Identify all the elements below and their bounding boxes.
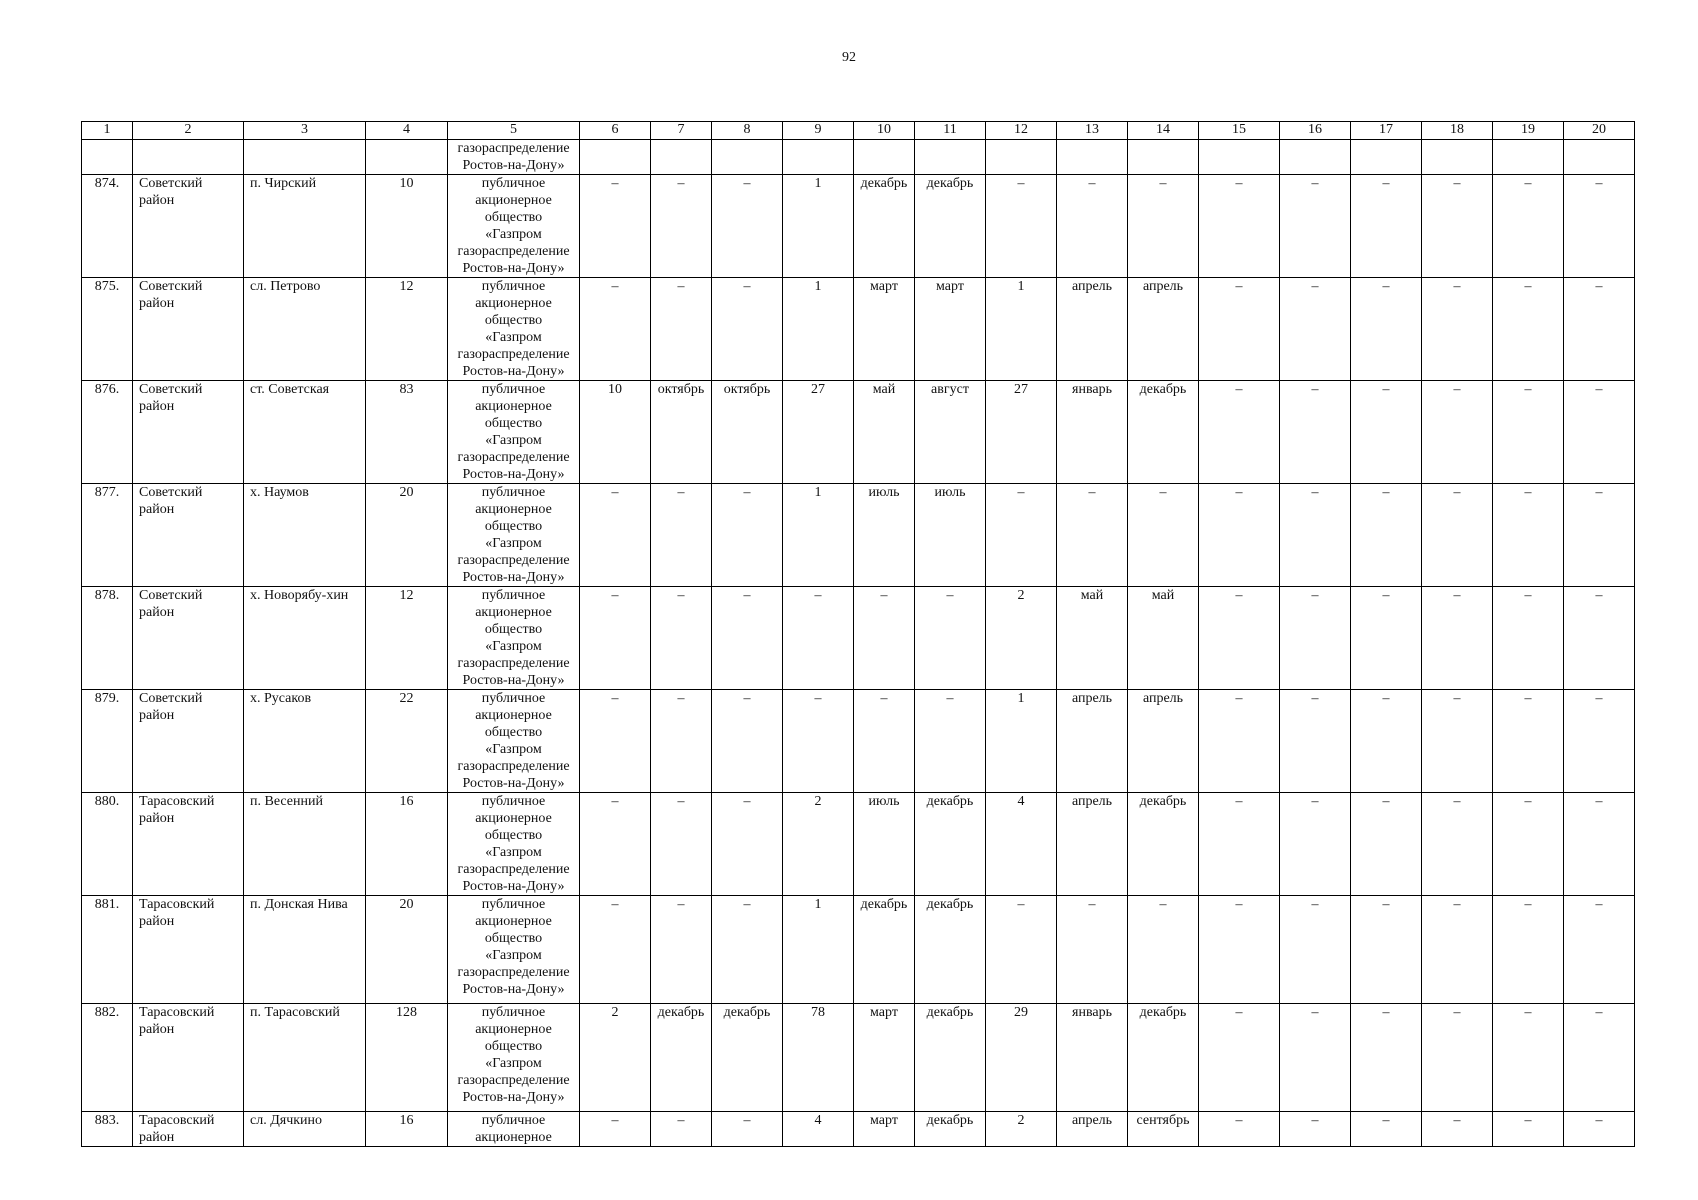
value-cell: –	[1564, 793, 1635, 896]
value-cell: –	[783, 690, 854, 793]
place-cell: сл. Дячкино	[244, 1112, 366, 1147]
value-cell: –	[1199, 484, 1280, 587]
place-cell: х. Наумов	[244, 484, 366, 587]
column-header: 3	[244, 122, 366, 140]
table-row	[82, 1004, 1635, 1112]
cell	[366, 140, 448, 175]
district-cell: Советский район	[133, 587, 244, 690]
count-cell: 12	[366, 587, 448, 690]
value-cell: –	[915, 587, 986, 690]
district-cell: Советский район	[133, 690, 244, 793]
value-cell: 1	[783, 484, 854, 587]
cell	[1057, 140, 1128, 175]
value-cell: –	[854, 690, 915, 793]
value-cell: –	[1199, 1112, 1280, 1147]
value-cell: –	[1564, 484, 1635, 587]
cell	[651, 140, 712, 175]
district-cell: Тарасовский район	[133, 896, 244, 1004]
value-cell: –	[1199, 896, 1280, 1004]
value-cell: –	[1280, 381, 1351, 484]
value-cell: –	[1422, 381, 1493, 484]
value-cell: –	[1493, 278, 1564, 381]
cell	[1128, 140, 1199, 175]
value-cell: 2	[783, 793, 854, 896]
value-cell: –	[1422, 587, 1493, 690]
district-cell: Советский район	[133, 175, 244, 278]
column-header: 5	[448, 122, 580, 140]
value-cell: –	[1280, 793, 1351, 896]
value-cell: –	[1351, 484, 1422, 587]
value-cell: –	[1280, 278, 1351, 381]
value-cell: –	[580, 690, 651, 793]
place-cell: сл. Петрово	[244, 278, 366, 381]
column-header: 16	[1280, 122, 1351, 140]
value-cell: –	[1493, 175, 1564, 278]
value-cell: –	[1057, 484, 1128, 587]
org-cell: публичное акционерное общество «Газпром газораспределение Ростов-на-Дону»	[448, 278, 580, 381]
value-cell: декабрь	[915, 1112, 986, 1147]
value-cell: март	[854, 1004, 915, 1112]
value-cell: –	[1564, 1004, 1635, 1112]
row-number-cell: 883.	[82, 1112, 133, 1147]
value-cell: –	[1422, 278, 1493, 381]
value-cell: –	[783, 587, 854, 690]
district-cell: Советский район	[133, 484, 244, 587]
table-row	[82, 175, 1635, 278]
value-cell: –	[1564, 381, 1635, 484]
value-cell: –	[1493, 793, 1564, 896]
district-cell: Тарасовский район	[133, 1004, 244, 1112]
value-cell: –	[1199, 793, 1280, 896]
value-cell: 29	[986, 1004, 1057, 1112]
row-number-cell: 876.	[82, 381, 133, 484]
column-header: 10	[854, 122, 915, 140]
table-row	[82, 1112, 1635, 1147]
count-cell: 16	[366, 793, 448, 896]
value-cell: –	[580, 278, 651, 381]
value-cell: –	[1199, 175, 1280, 278]
value-cell: –	[1351, 1112, 1422, 1147]
value-cell: –	[1564, 896, 1635, 1004]
value-cell: декабрь	[1128, 1004, 1199, 1112]
place-cell: п. Чирский	[244, 175, 366, 278]
value-cell: –	[1493, 484, 1564, 587]
district-cell: Тарасовский район	[133, 793, 244, 896]
value-cell: декабрь	[651, 1004, 712, 1112]
value-cell: –	[1128, 175, 1199, 278]
value-cell: –	[1280, 1004, 1351, 1112]
org-cell: публичное акционерное общество «Газпром газораспределение Ростов-на-Дону»	[448, 690, 580, 793]
value-cell: июль	[854, 484, 915, 587]
value-cell: 1	[986, 278, 1057, 381]
value-cell: –	[1280, 896, 1351, 1004]
value-cell: 2	[580, 1004, 651, 1112]
value-cell: –	[651, 896, 712, 1004]
place-cell: п. Донская Нива	[244, 896, 366, 1004]
value-cell: –	[1280, 484, 1351, 587]
cell	[1564, 140, 1635, 175]
place-cell: п. Тарасовский	[244, 1004, 366, 1112]
count-cell: 22	[366, 690, 448, 793]
value-cell: март	[854, 278, 915, 381]
value-cell: март	[854, 1112, 915, 1147]
table-row	[82, 896, 1635, 1004]
value-cell: –	[986, 896, 1057, 1004]
value-cell: –	[1351, 690, 1422, 793]
value-cell: –	[1128, 896, 1199, 1004]
value-cell: –	[1199, 587, 1280, 690]
place-cell: п. Весенний	[244, 793, 366, 896]
value-cell: декабрь	[1128, 793, 1199, 896]
value-cell: –	[1351, 278, 1422, 381]
value-cell: 1	[783, 896, 854, 1004]
cell	[1199, 140, 1280, 175]
value-cell: –	[1493, 896, 1564, 1004]
value-cell: –	[1280, 587, 1351, 690]
value-cell: 2	[986, 1112, 1057, 1147]
row-number-cell: 879.	[82, 690, 133, 793]
table-body	[82, 122, 1635, 1147]
data-table	[81, 121, 1635, 1147]
value-cell: –	[580, 175, 651, 278]
org-cell: газораспределение Ростов-на-Дону»	[448, 140, 580, 175]
value-cell: декабрь	[1128, 381, 1199, 484]
column-header: 7	[651, 122, 712, 140]
table-row	[82, 381, 1635, 484]
row-number-cell: 882.	[82, 1004, 133, 1112]
table-row	[82, 690, 1635, 793]
column-number-header	[82, 122, 1635, 140]
value-cell: апрель	[1057, 278, 1128, 381]
value-cell: 78	[783, 1004, 854, 1112]
column-header: 9	[783, 122, 854, 140]
value-cell: –	[1351, 587, 1422, 690]
column-header: 8	[712, 122, 783, 140]
column-header: 19	[1493, 122, 1564, 140]
cell	[580, 140, 651, 175]
cell	[854, 140, 915, 175]
value-cell: –	[1422, 690, 1493, 793]
org-cell: публичное акционерное общество «Газпром газораспределение Ростов-на-Дону»	[448, 896, 580, 1004]
value-cell: –	[1351, 896, 1422, 1004]
place-cell: х. Русаков	[244, 690, 366, 793]
value-cell: –	[986, 175, 1057, 278]
org-cell: публичное акционерное общество «Газпром газораспределение Ростов-на-Дону»	[448, 381, 580, 484]
value-cell: –	[1199, 381, 1280, 484]
district-cell: Тарасовский район	[133, 1112, 244, 1147]
value-cell: –	[1280, 1112, 1351, 1147]
value-cell: –	[1351, 1004, 1422, 1112]
value-cell: апрель	[1057, 1112, 1128, 1147]
column-header: 20	[1564, 122, 1635, 140]
cell	[1422, 140, 1493, 175]
cell	[1493, 140, 1564, 175]
value-cell: –	[651, 278, 712, 381]
value-cell: июль	[854, 793, 915, 896]
value-cell: –	[651, 484, 712, 587]
value-cell: –	[580, 896, 651, 1004]
value-cell: май	[854, 381, 915, 484]
value-cell: –	[651, 793, 712, 896]
column-header: 14	[1128, 122, 1199, 140]
value-cell: 4	[986, 793, 1057, 896]
cell	[1280, 140, 1351, 175]
value-cell: –	[1493, 381, 1564, 484]
value-cell: 27	[783, 381, 854, 484]
count-cell: 10	[366, 175, 448, 278]
org-cell: публичное акционерное общество «Газпром газораспределение Ростов-на-Дону»	[448, 484, 580, 587]
column-header: 13	[1057, 122, 1128, 140]
value-cell: январь	[1057, 1004, 1128, 1112]
row-number-cell: 875.	[82, 278, 133, 381]
value-cell: декабрь	[915, 793, 986, 896]
value-cell: декабрь	[854, 175, 915, 278]
value-cell: май	[1057, 587, 1128, 690]
value-cell: –	[1493, 587, 1564, 690]
org-cell: публичное акционерное общество «Газпром газораспределение Ростов-на-Дону»	[448, 1004, 580, 1112]
cell	[712, 140, 783, 175]
count-cell: 83	[366, 381, 448, 484]
district-cell: Советский район	[133, 381, 244, 484]
value-cell: январь	[1057, 381, 1128, 484]
cell	[915, 140, 986, 175]
value-cell: октябрь	[651, 381, 712, 484]
value-cell: –	[1564, 175, 1635, 278]
value-cell: –	[651, 587, 712, 690]
value-cell: –	[1422, 793, 1493, 896]
value-cell: 4	[783, 1112, 854, 1147]
table-row	[82, 484, 1635, 587]
value-cell: –	[712, 278, 783, 381]
district-cell: Советский район	[133, 278, 244, 381]
value-cell: 27	[986, 381, 1057, 484]
value-cell: –	[712, 896, 783, 1004]
count-cell: 12	[366, 278, 448, 381]
column-header: 4	[366, 122, 448, 140]
column-header: 18	[1422, 122, 1493, 140]
column-header: 2	[133, 122, 244, 140]
value-cell: –	[1493, 690, 1564, 793]
value-cell: –	[915, 690, 986, 793]
value-cell: декабрь	[915, 896, 986, 1004]
value-cell: апрель	[1128, 278, 1199, 381]
value-cell: –	[712, 484, 783, 587]
column-header: 17	[1351, 122, 1422, 140]
table-row	[82, 793, 1635, 896]
value-cell: август	[915, 381, 986, 484]
value-cell: –	[854, 587, 915, 690]
value-cell: –	[1564, 278, 1635, 381]
value-cell: –	[1564, 690, 1635, 793]
value-cell: –	[1493, 1004, 1564, 1112]
column-header: 15	[1199, 122, 1280, 140]
value-cell: –	[1351, 175, 1422, 278]
value-cell: –	[712, 1112, 783, 1147]
value-cell: –	[651, 1112, 712, 1147]
value-cell: 1	[783, 278, 854, 381]
row-number-cell: 880.	[82, 793, 133, 896]
value-cell: 1	[986, 690, 1057, 793]
row-number-cell: 874.	[82, 175, 133, 278]
value-cell: –	[1199, 690, 1280, 793]
value-cell: –	[1422, 896, 1493, 1004]
value-cell: –	[1199, 1004, 1280, 1112]
column-header: 11	[915, 122, 986, 140]
org-cell: публичное акционерное общество «Газпром газораспределение Ростов-на-Дону»	[448, 175, 580, 278]
row-number-cell: 881.	[82, 896, 133, 1004]
value-cell: –	[1493, 1112, 1564, 1147]
value-cell: –	[1128, 484, 1199, 587]
value-cell: декабрь	[915, 175, 986, 278]
cell	[244, 140, 366, 175]
place-cell: х. Новорябу-хин	[244, 587, 366, 690]
value-cell: –	[712, 175, 783, 278]
value-cell: март	[915, 278, 986, 381]
value-cell: –	[1422, 1004, 1493, 1112]
cell	[986, 140, 1057, 175]
value-cell: –	[712, 690, 783, 793]
org-cell: публичное акционерное	[448, 1112, 580, 1147]
table-row	[82, 587, 1635, 690]
column-header: 6	[580, 122, 651, 140]
value-cell: –	[580, 587, 651, 690]
value-cell: –	[1057, 896, 1128, 1004]
value-cell: –	[1351, 381, 1422, 484]
place-cell: ст. Советская	[244, 381, 366, 484]
row-number-cell: 877.	[82, 484, 133, 587]
value-cell: декабрь	[915, 1004, 986, 1112]
cell	[133, 140, 244, 175]
value-cell: апрель	[1128, 690, 1199, 793]
count-cell: 128	[366, 1004, 448, 1112]
value-cell: –	[712, 587, 783, 690]
value-cell: –	[1351, 793, 1422, 896]
value-cell: октябрь	[712, 381, 783, 484]
value-cell: –	[1422, 484, 1493, 587]
column-header: 1	[82, 122, 133, 140]
cell	[1351, 140, 1422, 175]
value-cell: –	[1280, 175, 1351, 278]
value-cell: –	[1564, 1112, 1635, 1147]
page-number: 92	[842, 50, 856, 65]
value-cell: –	[1564, 587, 1635, 690]
value-cell: декабрь	[854, 896, 915, 1004]
value-cell: 10	[580, 381, 651, 484]
value-cell: апрель	[1057, 690, 1128, 793]
org-cell: публичное акционерное общество «Газпром газораспределение Ростов-на-Дону»	[448, 587, 580, 690]
value-cell: –	[986, 484, 1057, 587]
count-cell: 16	[366, 1112, 448, 1147]
value-cell: 1	[783, 175, 854, 278]
row-number-cell: 878.	[82, 587, 133, 690]
value-cell: июль	[915, 484, 986, 587]
table-row	[82, 278, 1635, 381]
value-cell: –	[651, 175, 712, 278]
value-cell: –	[1057, 175, 1128, 278]
value-cell: –	[651, 690, 712, 793]
cell	[783, 140, 854, 175]
value-cell: апрель	[1057, 793, 1128, 896]
value-cell: –	[1422, 175, 1493, 278]
count-cell: 20	[366, 896, 448, 1004]
column-header: 12	[986, 122, 1057, 140]
org-cell: публичное акционерное общество «Газпром газораспределение Ростов-на-Дону»	[448, 793, 580, 896]
value-cell: –	[1422, 1112, 1493, 1147]
cell	[82, 140, 133, 175]
continuation-row	[82, 140, 1635, 175]
value-cell: –	[580, 1112, 651, 1147]
value-cell: сентябрь	[1128, 1112, 1199, 1147]
value-cell: –	[1199, 278, 1280, 381]
value-cell: май	[1128, 587, 1199, 690]
count-cell: 20	[366, 484, 448, 587]
value-cell: –	[580, 484, 651, 587]
value-cell: декабрь	[712, 1004, 783, 1112]
value-cell: –	[712, 793, 783, 896]
value-cell: –	[580, 793, 651, 896]
value-cell: –	[1280, 690, 1351, 793]
value-cell: 2	[986, 587, 1057, 690]
